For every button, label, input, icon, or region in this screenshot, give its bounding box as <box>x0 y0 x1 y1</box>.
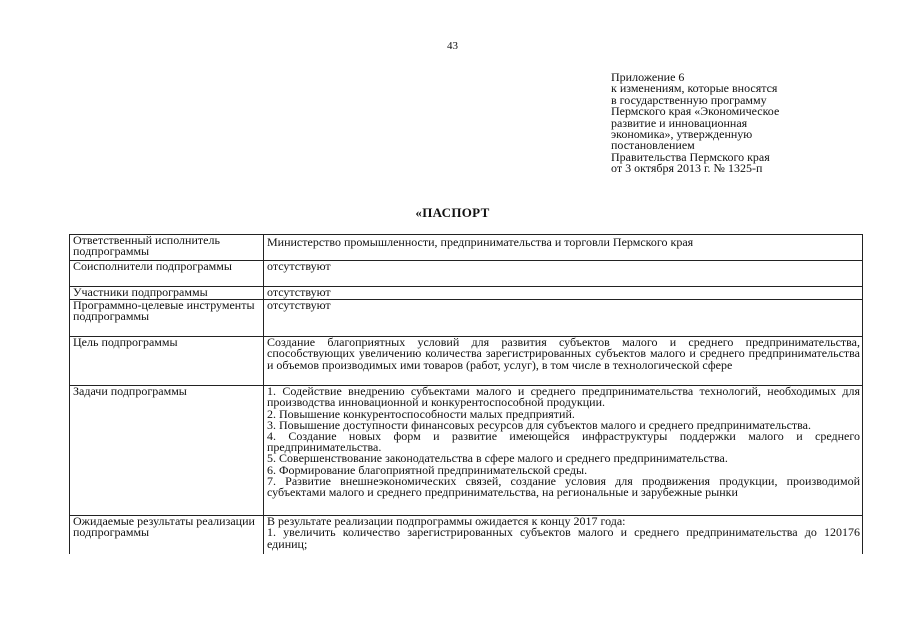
table-row <box>70 261 863 287</box>
row-value-tasks <box>264 386 863 516</box>
row-value-responsible: Министерство промышленности, предпринимательства и торговли Пермского края <box>264 235 863 261</box>
appendix-line: Пермского края «Экономическое <box>611 104 780 119</box>
results-item: 1. увеличить количество зарегистрированных субъектов малого и среднего предпринимательства до 120176 единиц; <box>267 525 860 551</box>
task-item: 1. Содействие внедрению субъектами малого и среднего предпринимательства технологий, необходимых для производства инновационной и конкурентоспособной продукции. <box>267 385 860 410</box>
row-label-goal: Цель подпрограммы <box>70 337 264 386</box>
task-item: 6. Формирование благоприятной предпринимательской среды. <box>267 462 588 477</box>
task-item: 3. Повышение доступности финансовых ресурсов для субъектов малого и среднего предпринимательства. <box>267 417 811 432</box>
table-row <box>70 516 863 554</box>
appendix-line: от 3 октября 2013 г. № 1325-п <box>611 161 763 176</box>
row-value-instruments: отсутствуют <box>264 300 863 337</box>
appendix-note <box>611 72 871 175</box>
row-label-responsible: Ответственный исполнитель подпрограммы <box>70 235 264 261</box>
row-value-coexecutors: отсутствуют <box>264 261 863 287</box>
results-intro: В результате реализации подпрограммы ожидается к концу 2017 года: <box>267 515 626 529</box>
row-value-goal: Создание благоприятных условий для развития субъектов малого и среднего предпринимательства, способствующих увеличению количества зарегистрированных субъектов малого и среднего предпринимательства и объемов производимых ими товаров (работ, услуг), в том числе в технологической сфере <box>264 337 863 386</box>
task-item: 4. Создание новых форм и развитие имеющейся инфраструктуры поддержки малого и среднего предпринимательства. <box>267 429 860 455</box>
appendix-line: в государственную программу <box>611 92 767 107</box>
table-row <box>70 287 863 300</box>
row-label-coexecutors: Соисполнители подпрограммы <box>70 261 264 287</box>
appendix-line: развитие и инновационная <box>611 115 748 130</box>
appendix-line: постановлением <box>611 138 695 153</box>
appendix-line: к изменениям, которые вносятся <box>611 81 778 96</box>
table-row <box>70 235 863 261</box>
row-label-participants: Участники подпрограммы <box>70 287 264 300</box>
row-label-results: Ожидаемые результаты реализации подпрограммы <box>70 516 264 554</box>
row-label-tasks: Задачи подпрограммы <box>70 386 264 516</box>
document-title: «ПАСПОРТ <box>415 205 490 220</box>
row-value-results <box>264 516 863 554</box>
passport-table <box>69 234 863 554</box>
appendix-line: Приложение 6 <box>611 70 685 84</box>
task-item: 5. Совершенствование законодательства в сфере малого и среднего предпринимательства. <box>267 451 728 466</box>
row-value-participants: отсутствуют <box>264 287 863 300</box>
appendix-line: экономика», утвержденную <box>611 127 753 142</box>
table-row <box>70 386 863 516</box>
row-label-instruments: Программно-целевые инструменты подпрограммы <box>70 300 264 337</box>
appendix-line: Правительства Пермского края <box>611 149 770 164</box>
table-row <box>70 300 863 337</box>
task-item: 7. Развитие внешнеэкономических связей, создание условия для продвижения продукции, производимой субъектами малого и среднего предпринимательства, на региональные и зарубежные рынки <box>267 473 860 500</box>
table-row <box>70 337 863 386</box>
task-item: 2. Повышение конкурентоспособности малых предприятий. <box>267 406 575 421</box>
page-number: 43 <box>447 40 458 52</box>
